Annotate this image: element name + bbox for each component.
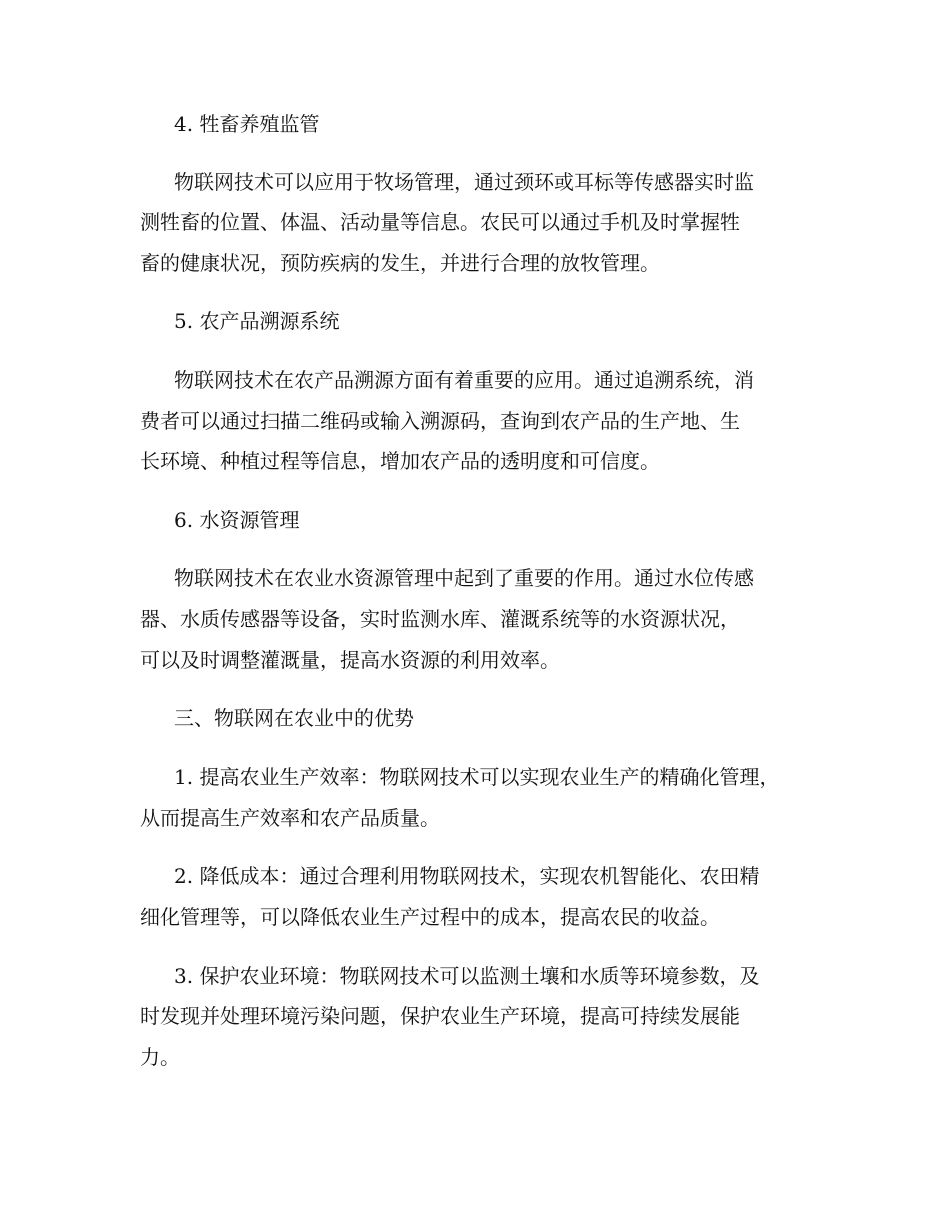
heading-advantages: 三、物联网在农业中的优势: [174, 706, 414, 730]
heading-traceability: 5. 农产品溯源系统: [174, 309, 340, 333]
list-item-line: 1. 提高农业生产效率：物联网技术可以实现农业生产的精确化管理，: [174, 765, 780, 789]
list-item-line: 力。: [140, 1045, 180, 1069]
paragraph-line: 畜的健康状况，预防疾病的发生，并进行合理的放牧管理。: [140, 251, 660, 275]
paragraph-line: 物联网技术在农产品溯源方面有着重要的应用。通过追溯系统，消: [174, 368, 754, 392]
paragraph-line: 可以及时调整灌溉量，提高水资源的利用效率。: [140, 648, 560, 672]
paragraph-line: 费者可以通过扫描二维码或输入溯源码，查询到农产品的生产地、生: [140, 409, 740, 433]
list-item-line: 3. 保护农业环境：物联网技术可以监测土壤和水质等环境参数，及: [174, 964, 760, 988]
paragraph-line: 物联网技术可以应用于牧场管理，通过颈环或耳标等传感器实时监: [174, 170, 754, 194]
heading-livestock: 4. 牲畜养殖监管: [174, 112, 320, 136]
list-item-line: 时发现并处理环境污染问题，保护农业生产环境，提高可持续发展能: [140, 1004, 740, 1028]
paragraph-line: 测牲畜的位置、体温、活动量等信息。农民可以通过手机及时掌握牲: [140, 210, 740, 234]
paragraph-line: 长环境、种植过程等信息，增加农产品的透明度和可信度。: [140, 449, 660, 473]
list-item-line: 2. 降低成本：通过合理利用物联网技术，实现农机智能化、农田精: [174, 864, 760, 888]
heading-water: 6. 水资源管理: [174, 508, 300, 532]
paragraph-line: 器、水质传感器等设备，实时监测水库、灌溉系统等的水资源状况，: [140, 607, 740, 631]
list-item-line: 细化管理等，可以降低农业生产过程中的成本，提高农民的收益。: [140, 905, 720, 929]
paragraph-line: 物联网技术在农业水资源管理中起到了重要的作用。通过水位传感: [174, 566, 754, 590]
list-item-line: 从而提高生产效率和农产品质量。: [140, 806, 440, 830]
